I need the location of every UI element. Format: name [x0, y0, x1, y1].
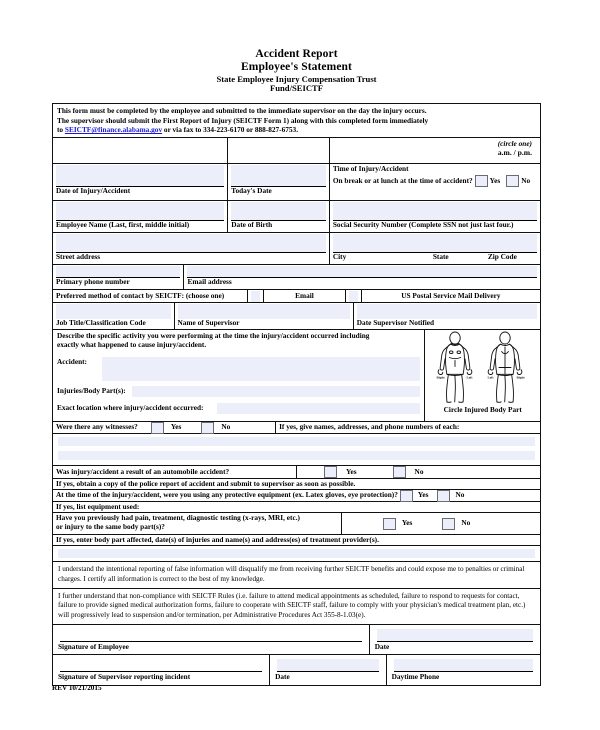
on-break-question [333, 175, 537, 187]
witnesses-answer-input-line-1[interactable] [58, 437, 535, 446]
supervisor-name-input[interactable] [178, 304, 350, 319]
equipment-list-row [53, 502, 540, 513]
circle-one-row [53, 138, 540, 164]
automobile-no-checkbox[interactable] [393, 466, 406, 478]
job-supervisor-row [53, 303, 540, 330]
exact-location-field-group [57, 403, 420, 414]
instructions-block [53, 104, 540, 137]
prior-injury-row [53, 513, 540, 535]
date-of-birth-cell [228, 201, 330, 232]
supervisor-date-cell [270, 655, 387, 685]
supervisor-signature-cell [53, 655, 270, 685]
organization-fund: Fund/SEICTF [269, 83, 324, 94]
prior-injury-yes-checkbox[interactable] [383, 518, 396, 530]
state-label: State [432, 252, 449, 262]
contact-email-label: Email [295, 290, 314, 300]
witnesses-detail-cell [276, 422, 540, 433]
employee-identity-row [53, 201, 540, 233]
automobile-answer-cell [297, 466, 540, 478]
body-diagram-caption: Circle Injured Body Part [443, 405, 522, 415]
automobile-no-label: No [414, 466, 424, 476]
time-of-injury-label: Time of Injury/Accident [332, 164, 409, 174]
instructions-line-1: This form must be completed by the employee and submitted to the immediate supervisor on the day the injury occurs. [57, 106, 427, 115]
witnesses-answer-input-line-2[interactable] [58, 451, 535, 460]
automobile-yes-label: Yes [346, 466, 357, 476]
contact-mail-checkbox-cell[interactable] [346, 290, 362, 302]
preferred-contact-label: Preferred method of contact by SEICTF: (choose one) [56, 290, 225, 300]
describe-instruction-line-1: Describe the specific activity you were performing at the time the injury/accident occurred including [57, 331, 370, 341]
on-break-label: On break or at lunch at the time of accident? [332, 175, 473, 185]
circle-one-label: (circle one) [497, 139, 532, 149]
on-break-no-checkbox[interactable] [506, 175, 519, 187]
employee-date-cell [370, 625, 540, 654]
street-address-label: Street address [56, 252, 101, 262]
prior-injury-line-2: or injury to the same body part(s)? [56, 522, 165, 531]
certification-para-2-row [53, 589, 540, 625]
contact-email-checkbox-cell[interactable] [248, 290, 264, 302]
contact-mail-label-cell [362, 290, 540, 302]
page-subtitle: Employee's Statement [241, 60, 352, 73]
accident-input[interactable] [102, 357, 420, 381]
supervisor-name-label: Name of Supervisor [177, 318, 240, 328]
address-row [53, 233, 540, 265]
describe-activity-cell [53, 330, 425, 421]
equipment-list-cell [53, 502, 540, 512]
city-state-zip-labels [333, 253, 537, 262]
ssn-label: Social Security Number (Complete SSN not just last four.) [332, 220, 514, 230]
spacer-cell-1 [53, 138, 228, 163]
prior-injury-question-cell [53, 513, 342, 534]
instructions-row [53, 104, 540, 138]
primary-phone-cell [53, 265, 184, 289]
injuries-field-group [57, 386, 420, 397]
witnesses-answer-row [53, 434, 540, 466]
supervisor-signature-label: Signature of Supervisor reporting incident [58, 671, 191, 681]
on-break-no-label: No [521, 175, 531, 185]
date-notified-label: Date Supervisor Notified [356, 318, 435, 328]
witnesses-row [53, 422, 540, 434]
automobile-label: Was injury/accident a result of an automobile accident? [56, 466, 230, 476]
date-time-row [53, 164, 540, 201]
spacer-cell-2 [228, 138, 330, 163]
date-of-birth-label: Date of Birth [231, 220, 273, 230]
supervisor-signature-input[interactable] [60, 659, 262, 672]
on-break-yes-checkbox[interactable] [475, 175, 488, 187]
employee-signature-cell [53, 625, 370, 654]
contact-email-checkbox[interactable] [251, 291, 260, 302]
date-of-injury-label: Date of Injury/Accident [56, 186, 131, 196]
police-report-note-cell [53, 479, 540, 489]
job-title-input[interactable] [56, 304, 171, 319]
automobile-row [53, 466, 540, 479]
employee-name-cell [53, 201, 228, 232]
witnesses-question-cell [53, 422, 276, 433]
supervisor-signature-row [53, 655, 540, 685]
employee-date-label: Date [374, 641, 390, 651]
date-notified-cell [354, 303, 540, 329]
front-left-label: Left [466, 375, 473, 380]
employee-date-input[interactable] [377, 629, 533, 642]
seictf-email-link[interactable]: SEICTF@finance.alabama.gov [64, 125, 163, 135]
email-address-input[interactable] [187, 266, 537, 278]
city-state-zip-cell [330, 233, 540, 264]
contact-email-label-cell [264, 290, 346, 302]
organization-name: State Employee Injury Compensation Trust [216, 73, 377, 84]
human-body-figures-icon[interactable] [429, 331, 537, 405]
prior-injury-detail-label: If yes, enter body part affected, date(s) of injuries and name(s) and address(es) of treatment provider(s). [56, 534, 379, 544]
date-of-birth-input[interactable] [231, 202, 326, 221]
body-diagram-cell [425, 330, 540, 421]
on-break-yes-label: Yes [489, 175, 501, 185]
job-title-label: Job Title/Classification Code [56, 318, 146, 328]
prior-injury-detail-row [53, 535, 540, 546]
police-report-row [53, 479, 540, 490]
preferred-contact-row [53, 290, 540, 303]
ssn-cell [330, 201, 540, 232]
street-address-input[interactable] [56, 234, 326, 253]
date-of-injury-input[interactable] [56, 165, 224, 187]
date-notified-input[interactable] [357, 304, 537, 319]
time-of-injury-cell [330, 164, 540, 200]
exact-location-input[interactable] [217, 403, 420, 414]
protective-equipment-no-label: No [455, 490, 465, 500]
date-of-injury-cell [53, 164, 228, 200]
primary-phone-label: Primary phone number [56, 277, 130, 287]
daytime-phone-cell [387, 655, 540, 685]
document-header [52, 48, 541, 94]
city-state-zip-input[interactable] [333, 234, 537, 253]
preferred-contact-label-cell [53, 290, 248, 302]
prior-injury-detail-cell [53, 535, 540, 545]
equipment-list-label: If yes, list equipment used: [56, 501, 140, 511]
prior-injury-no-label: No [461, 518, 471, 528]
prior-injury-line-1: Have you previously had pain, treatment, diagnostic testing (x-rays, MRI, etc.) [56, 513, 300, 523]
prior-injury-no-checkbox[interactable] [442, 518, 455, 530]
certification-para-1: I understand the intentional reporting of false information will disqualify me from receiving further SEICTF benefits and could expose me to penalties or criminal charges. I certify all information is correct to the best of my knowledge. [58, 565, 525, 583]
exact-location-label: Exact location where injury/accident occurred: [57, 402, 204, 412]
witnesses-yes-checkbox[interactable] [151, 422, 164, 434]
prior-injury-answer-area-row [53, 546, 540, 562]
job-title-cell [53, 303, 175, 329]
employee-name-input[interactable] [56, 202, 224, 221]
protective-equipment-no-checkbox[interactable] [437, 490, 450, 502]
injuries-body-parts-input[interactable] [132, 386, 420, 397]
ampm-label: a.m. / p.m. [497, 148, 532, 158]
instructions-line-3-prefix: to [57, 125, 65, 135]
automobile-note-label: If yes, obtain a copy of the police report of accident and submit to supervisor as soon as possible. [56, 478, 356, 488]
prior-injury-answer-cell [342, 513, 540, 534]
protective-equipment-yes-label: Yes [417, 490, 429, 500]
back-right-label: Right [516, 375, 525, 380]
supervisor-name-cell [175, 303, 354, 329]
automobile-question-cell [53, 466, 297, 478]
accident-label: Accident: [57, 356, 87, 366]
employee-signature-row [53, 625, 540, 655]
todays-date-cell [228, 164, 330, 200]
accident-report-form [52, 103, 541, 686]
employee-signature-input[interactable] [60, 629, 362, 642]
witnesses-answer-cell [53, 434, 540, 465]
zip-code-label: Zip Code [487, 252, 517, 262]
supervisor-date-label: Date [275, 671, 290, 681]
daytime-phone-input[interactable] [394, 659, 533, 672]
page-title: Accident Report [255, 48, 338, 60]
ssn-input[interactable] [333, 202, 537, 221]
body-diagram[interactable] [427, 331, 538, 420]
protective-equipment-cell [53, 490, 540, 501]
daytime-phone-label: Daytime Phone [391, 671, 440, 681]
instructions-line-2: The supervisor should submit the First Report of Injury (SEICTF Form 1) along with this completed form immediately [57, 115, 429, 125]
todays-date-input[interactable] [231, 165, 326, 187]
employee-signature-label: Signature of Employee [58, 641, 129, 651]
injuries-body-parts-label: Injuries/Body Part(s): [57, 385, 126, 395]
witnesses-no-checkbox[interactable] [201, 422, 214, 434]
prior-injury-answer-area-cell [53, 546, 540, 561]
back-left-label: Left [487, 375, 494, 380]
protective-equipment-yes-checkbox[interactable] [400, 490, 413, 502]
revision-date: REV 10/21/2015 [52, 684, 102, 692]
witnesses-no-label: No [221, 422, 231, 432]
prior-injury-yes-label: Yes [401, 518, 413, 528]
certification-para-2: I further understand that non-compliance with SEICTF Rules (i.e. failure to attend medical appointments as scheduled, failure to respond to requests for contact, failure to provide signed medical authorization forms, failure to cooperate with SEICTF staff, failure to comply with your physician's medical treatment plan, etc.) will progressively lead to suspension and/or termination, per Administrative Procedures Act 355-8-1.03(e). [58, 591, 526, 619]
witnesses-detail-label: If yes, give names, addresses, and phone numbers of each: [279, 422, 460, 432]
email-address-label: Email address [187, 277, 232, 287]
employee-name-label: Employee Name (Last, first, middle initial) [56, 220, 190, 230]
contact-mail-checkbox[interactable] [349, 291, 358, 302]
protective-equipment-label: At the time of the injury/accident, were you using any protective equipment (ex. Latex gloves, eye protection)? [56, 490, 398, 500]
witnesses-yes-label: Yes [170, 422, 182, 432]
city-label: City [332, 252, 347, 262]
describe-instruction-line-2: exactly what happened to cause injury/accident. [57, 340, 207, 349]
accident-field-group [57, 357, 420, 381]
protective-equipment-row [53, 490, 540, 502]
instructions-line-3 [57, 125, 536, 135]
email-address-cell [184, 265, 540, 289]
ampm-cell [330, 138, 540, 163]
witnesses-label: Were there any witnesses? [56, 422, 138, 432]
street-address-cell [53, 233, 330, 264]
front-right-label: Right [436, 375, 445, 380]
prior-injury-answer-input[interactable] [58, 549, 535, 558]
certification-para-1-row [53, 562, 540, 588]
todays-date-label: Today's Date [231, 186, 272, 196]
automobile-yes-checkbox[interactable] [324, 466, 337, 478]
supervisor-date-input[interactable] [277, 659, 379, 672]
instructions-line-3-suffix: or via fax to 334-223-6170 or 888-827-6753. [162, 125, 299, 135]
contact-mail-label: US Postal Service Mail Delivery [401, 290, 501, 300]
describe-activity-row [53, 330, 540, 422]
contact-info-row [53, 265, 540, 290]
